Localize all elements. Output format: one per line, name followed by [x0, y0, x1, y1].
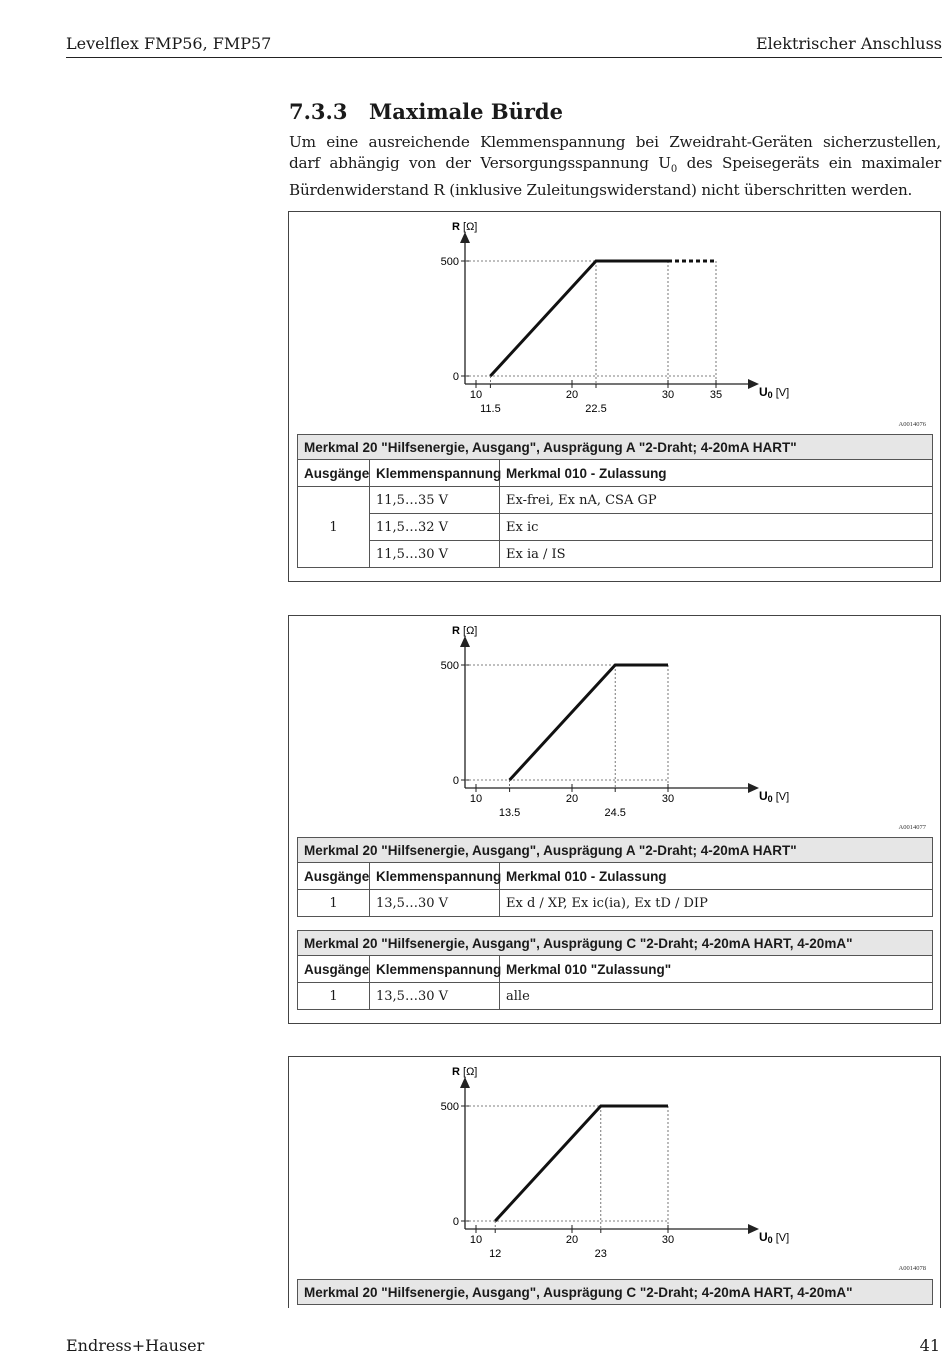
intro-subscript: 0 — [670, 164, 678, 176]
section-title: Maximale Bürde — [369, 99, 563, 124]
col-header-terminal-voltage: Klemmenspannung — [370, 460, 500, 487]
cell-outputs: 1 — [298, 983, 370, 1010]
x-sub-tick-label: 22.5 — [585, 403, 607, 415]
x-sub-tick-label: 13.5 — [498, 807, 521, 819]
x-sub-tick-label: 12 — [489, 1248, 502, 1260]
col-header-approval: Merkmal 010 "Zulassung" — [500, 956, 933, 983]
figure-1 — [288, 211, 941, 582]
y-tick-label: 500 — [440, 1101, 459, 1113]
col-header-terminal-voltage: Klemmenspannung — [370, 956, 500, 983]
load-chart-2 — [289, 616, 942, 831]
load-curve — [495, 1106, 668, 1221]
x-tick-label: 10 — [469, 793, 483, 805]
cell-approval: Ex d / XP, Ex ic(ia), Ex tD / DIP — [500, 890, 933, 917]
section-number: 7.3.3 — [289, 99, 348, 124]
y-axis-label: R [Ω] — [452, 1066, 478, 1078]
x-sub-tick-label: 23 — [594, 1248, 607, 1260]
x-tick-label: 35 — [709, 389, 723, 401]
col-header-approval: Merkmal 010 - Zulassung — [500, 863, 933, 890]
footer-company: Endress+Hauser — [66, 1336, 205, 1355]
y-tick-label: 0 — [452, 775, 459, 787]
x-tick-label: 10 — [469, 1234, 483, 1246]
x-tick-label: 20 — [565, 389, 579, 401]
cell-terminal-voltage: 11,5…30 V — [370, 541, 500, 568]
col-header-approval: Merkmal 010 - Zulassung — [500, 460, 933, 487]
cell-outputs: 1 — [298, 890, 370, 917]
x-axis-arrow — [748, 783, 759, 793]
cell-outputs: 1 — [298, 487, 370, 568]
x-tick-label: 20 — [565, 1234, 579, 1246]
spec-table — [297, 1279, 933, 1305]
header-rule — [66, 57, 942, 58]
col-header-outputs: Ausgänge — [298, 863, 370, 890]
col-header-outputs: Ausgänge — [298, 956, 370, 983]
cell-approval: alle — [500, 983, 933, 1010]
figure-2 — [288, 615, 941, 1024]
cell-terminal-voltage: 11,5…32 V — [370, 514, 500, 541]
figure-3 — [288, 1056, 941, 1308]
x-tick-label: 20 — [565, 793, 579, 805]
cell-terminal-voltage: 13,5…30 V — [370, 983, 500, 1010]
x-axis-label: U0 [V] — [759, 385, 790, 400]
y-tick-label: 0 — [452, 1216, 459, 1228]
spec-table — [297, 434, 933, 568]
header-doc-title: Levelflex FMP56, FMP57 — [66, 34, 272, 53]
cell-terminal-voltage: 11,5…35 V — [370, 487, 500, 514]
cell-terminal-voltage: 13,5…30 V — [370, 890, 500, 917]
cell-approval: Ex ia / IS — [500, 541, 933, 568]
table-title: Merkmal 20 "Hilfsenergie, Ausgang", Ausprägung A "2-Draht; 4-20mA HART" — [298, 838, 933, 863]
load-curve — [490, 261, 668, 376]
table-title: Merkmal 20 "Hilfsenergie, Ausgang", Ausprägung C "2-Draht; 4-20mA HART, 4-20mA" — [298, 1280, 933, 1305]
y-axis-label: R [Ω] — [452, 221, 478, 233]
y-tick-label: 500 — [440, 660, 459, 672]
table-title: Merkmal 20 "Hilfsenergie, Ausgang", Ausprägung A "2-Draht; 4-20mA HART" — [298, 435, 933, 460]
figure-code: A0014076 — [898, 421, 926, 428]
load-chart-3 — [289, 1057, 942, 1272]
table-title: Merkmal 20 "Hilfsenergie, Ausgang", Ausprägung C "2-Draht; 4-20mA HART, 4-20mA" — [298, 931, 933, 956]
x-axis-label: U0 [V] — [759, 789, 790, 804]
table-row — [298, 890, 933, 917]
cell-approval: Ex ic — [500, 514, 933, 541]
y-axis-label: R [Ω] — [452, 625, 478, 637]
y-axis-arrow — [460, 232, 470, 243]
table-row — [298, 541, 933, 568]
table-row — [298, 487, 933, 514]
y-axis-arrow — [460, 1077, 470, 1088]
x-sub-tick-label: 11.5 — [480, 403, 501, 415]
intro-text-2: des Speisegeräts ein maximaler Bürdenwiderstand R (inklusive Zuleitungswiderstand) nicht überschritten werden. — [289, 154, 942, 200]
y-tick-label: 500 — [440, 256, 459, 268]
x-axis-arrow — [748, 379, 759, 389]
figure-code: A0014077 — [898, 824, 926, 831]
x-tick-label: 30 — [661, 1234, 675, 1246]
col-header-terminal-voltage: Klemmenspannung — [370, 863, 500, 890]
figure-code: A0014078 — [898, 1265, 926, 1272]
x-axis-arrow — [748, 1224, 759, 1234]
x-tick-label: 10 — [469, 389, 483, 401]
cell-approval: Ex-frei, Ex nA, CSA GP — [500, 487, 933, 514]
load-curve — [510, 665, 668, 780]
x-tick-label: 30 — [661, 793, 675, 805]
y-tick-label: 0 — [452, 371, 459, 383]
x-sub-tick-label: 24.5 — [604, 807, 626, 819]
table-row — [298, 983, 933, 1010]
x-axis-label: U0 [V] — [759, 1230, 790, 1245]
intro-paragraph — [289, 132, 941, 201]
col-header-outputs: Ausgänge — [298, 460, 370, 487]
y-axis-arrow — [460, 636, 470, 647]
x-tick-label: 30 — [661, 389, 675, 401]
spec-table — [297, 930, 933, 1010]
page-number: 41 — [919, 1336, 940, 1355]
header-chapter: Elektrischer Anschluss — [755, 34, 942, 53]
table-row — [298, 514, 933, 541]
spec-table — [297, 837, 933, 917]
load-chart-1 — [289, 212, 942, 427]
intro-text-1: Um eine ausreichende Klemmenspannung bei Zweidraht-Geräten sicherzustellen, darf abhängig von der Versorgungsspannung U — [289, 133, 941, 172]
